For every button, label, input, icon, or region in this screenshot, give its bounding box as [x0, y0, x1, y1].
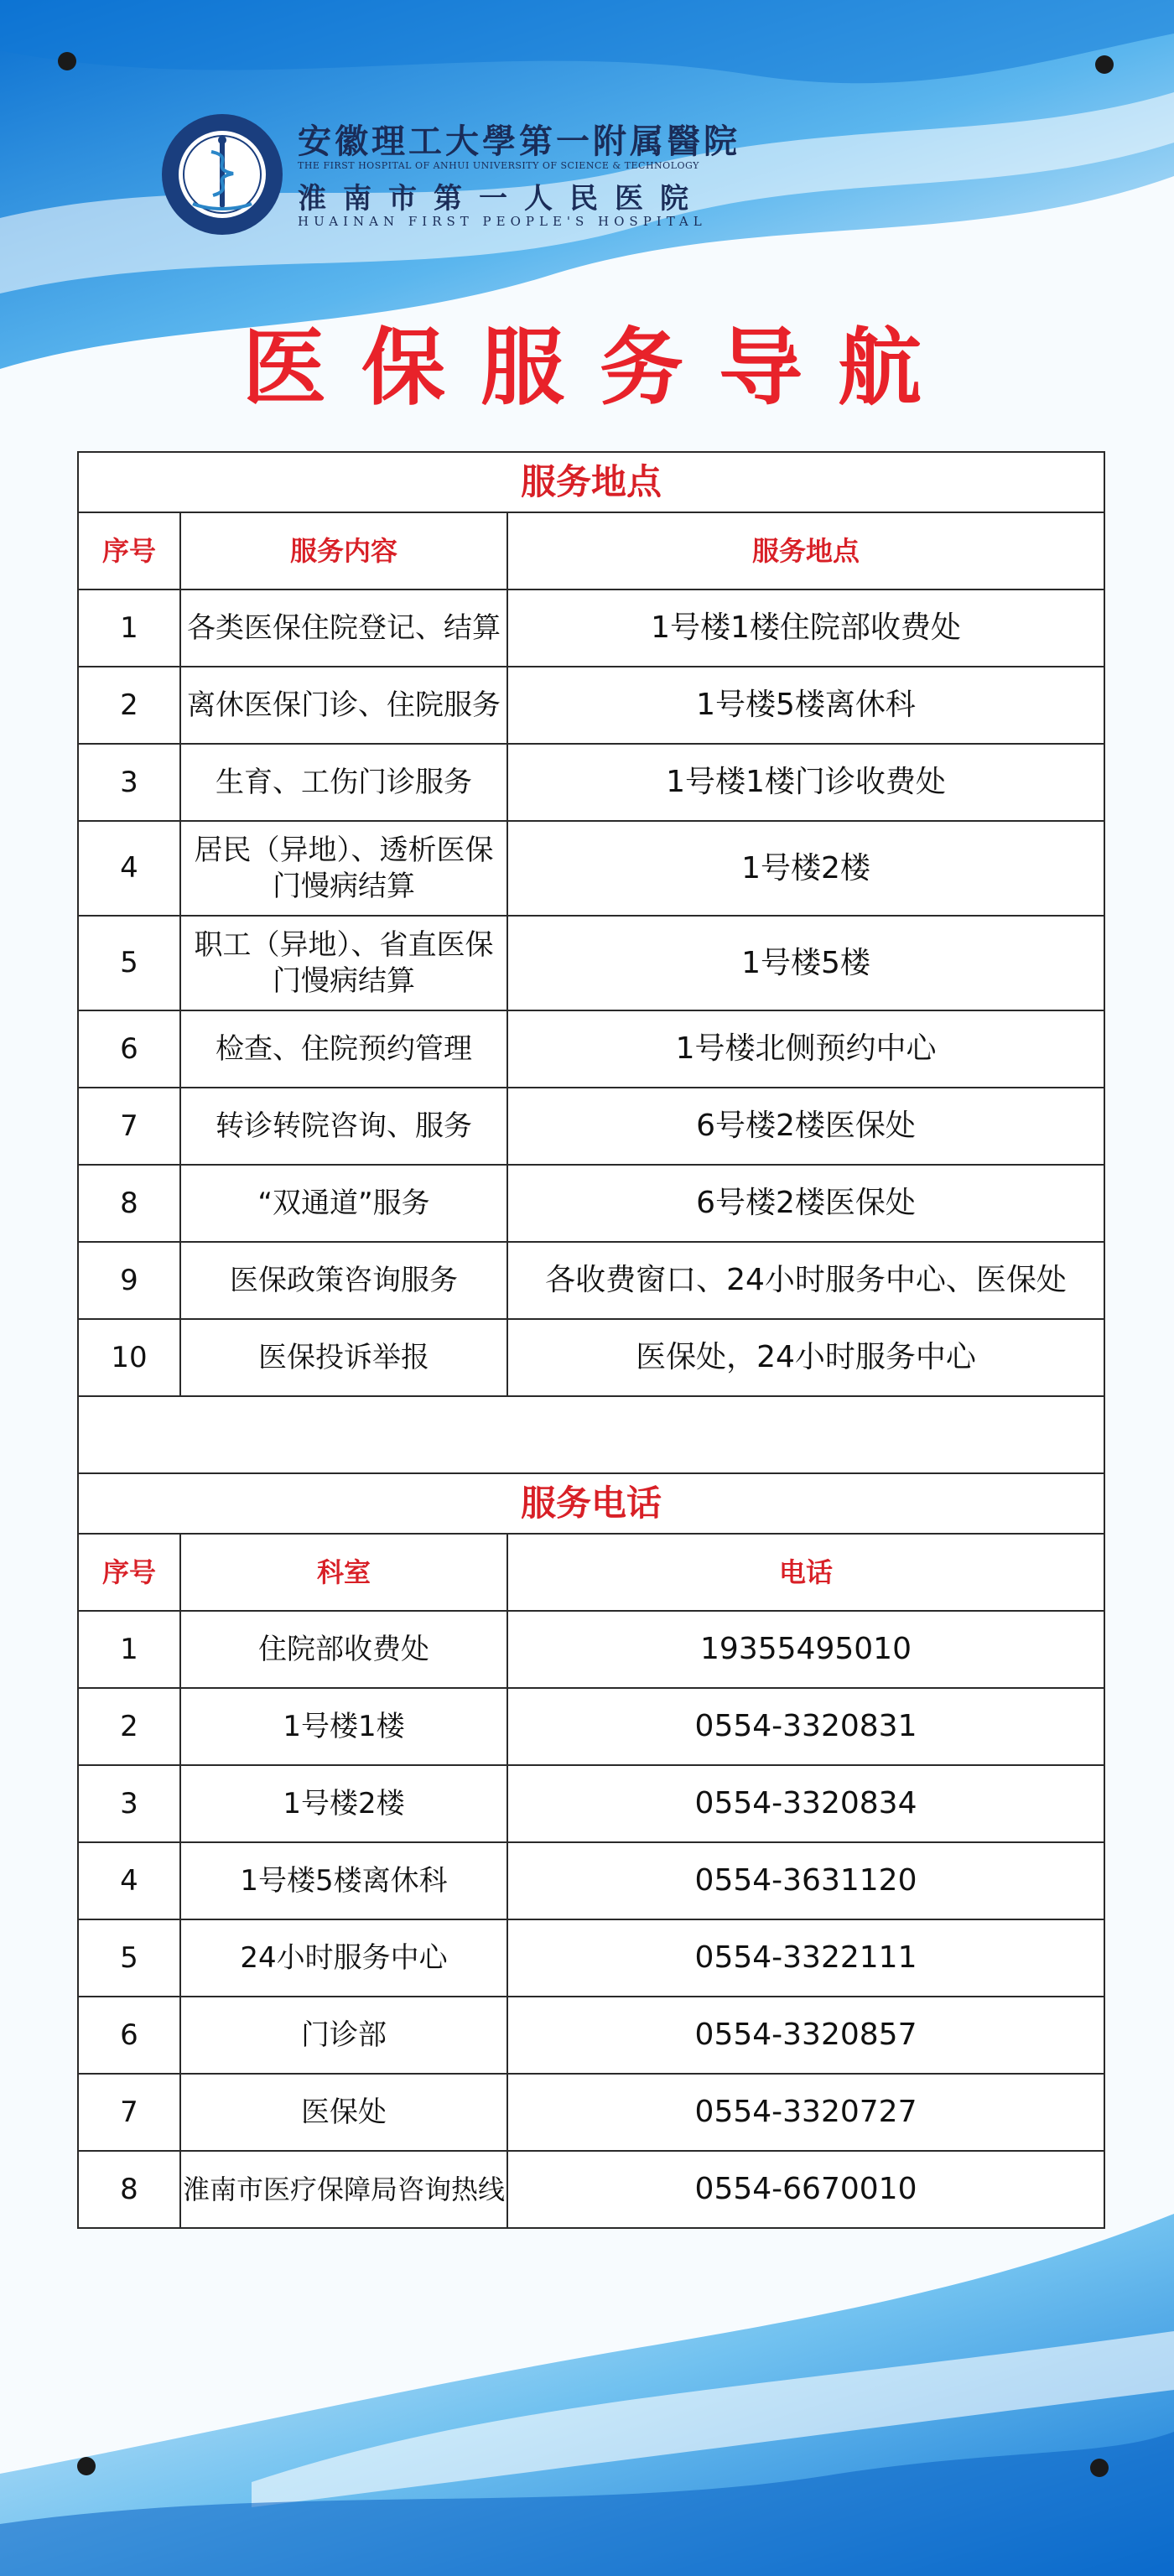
phone-number: 0554-3320831	[507, 1688, 1104, 1765]
table-row	[78, 916, 1104, 1010]
table-row	[78, 1165, 1104, 1242]
department-name: 门诊部	[180, 1997, 507, 2074]
row-number: 5	[78, 1919, 180, 1997]
row-number: 10	[78, 1319, 180, 1396]
table-row	[78, 2074, 1104, 2151]
row-number: 7	[78, 2074, 180, 2151]
service-location: 6号楼2楼医保处	[507, 1088, 1104, 1165]
phone-number: 0554-3320834	[507, 1765, 1104, 1842]
table-row	[78, 1765, 1104, 1842]
service-content: 检查、住院预约管理	[180, 1010, 507, 1088]
table-row	[78, 821, 1104, 916]
department-name: 住院部收费处	[180, 1611, 507, 1688]
column-header: 科室	[180, 1534, 507, 1611]
column-header: 序号	[78, 1534, 180, 1611]
city-hospital-name-cn: 淮南市第一人民医院	[298, 182, 705, 216]
department-name: 1号楼2楼	[180, 1765, 507, 1842]
department-name: 24小时服务中心	[180, 1919, 507, 1997]
service-location: 6号楼2楼医保处	[507, 1165, 1104, 1242]
grommet-hole	[58, 52, 76, 70]
service-location: 1号楼2楼	[507, 821, 1104, 916]
phone-number: 0554-3320727	[507, 2074, 1104, 2151]
column-header: 电话	[507, 1534, 1104, 1611]
row-number: 1	[78, 1611, 180, 1688]
service-content: 职工（异地）、省直医保门慢病结算	[180, 916, 507, 1010]
table-row	[78, 1919, 1104, 1997]
table-row	[78, 1842, 1104, 1919]
section-title-row	[78, 1473, 1104, 1534]
table-row	[78, 1688, 1104, 1765]
service-content: 医保投诉举报	[180, 1319, 507, 1396]
table-row	[78, 1010, 1104, 1088]
hospital-name-cn: 安徽理工大學第一附属醫院	[298, 122, 740, 161]
hospital-logo-icon	[159, 112, 285, 237]
service-content: 转诊转院咨询、服务	[180, 1088, 507, 1165]
column-header: 序号	[78, 512, 180, 589]
department-name: 1号楼5楼离休科	[180, 1842, 507, 1919]
row-number: 3	[78, 744, 180, 821]
table-row	[78, 1611, 1104, 1688]
service-location: 1号楼1楼门诊收费处	[507, 744, 1104, 821]
table-row	[78, 744, 1104, 821]
service-content: 生育、工伤门诊服务	[180, 744, 507, 821]
column-header: 服务地点	[507, 512, 1104, 589]
section-title-row	[78, 452, 1104, 512]
hospital-name-en: THE FIRST HOSPITAL OF ANHUI UNIVERSITY OF SCIENCE & TECHNOLOGY	[298, 160, 699, 171]
grommet-hole	[1090, 2459, 1109, 2477]
service-location: 1号楼1楼住院部收费处	[507, 589, 1104, 667]
row-number: 9	[78, 1242, 180, 1319]
department-name: 医保处	[180, 2074, 507, 2151]
phone-number: 0554-3320857	[507, 1997, 1104, 2074]
row-number: 8	[78, 2151, 180, 2228]
row-number: 2	[78, 1688, 180, 1765]
table-row	[78, 1242, 1104, 1319]
table-row	[78, 589, 1104, 667]
service-content: 各类医保住院登记、结算	[180, 589, 507, 667]
service-location: 1号楼5楼离休科	[507, 667, 1104, 744]
row-number: 8	[78, 1165, 180, 1242]
phone-number: 0554-3322111	[507, 1919, 1104, 1997]
department-name: 1号楼1楼	[180, 1688, 507, 1765]
service-location: 1号楼北侧预约中心	[507, 1010, 1104, 1088]
spacer-cell	[78, 1396, 1104, 1473]
row-number: 2	[78, 667, 180, 744]
phone-number: 0554-6670010	[507, 2151, 1104, 2228]
service-navigation-table	[77, 451, 1104, 2229]
service-location: 医保处，24小时服务中心	[507, 1319, 1104, 1396]
table-row	[78, 1088, 1104, 1165]
row-number: 4	[78, 1842, 180, 1919]
row-number: 6	[78, 1997, 180, 2074]
table-header-row	[78, 512, 1104, 589]
table-row	[78, 667, 1104, 744]
service-location: 1号楼5楼	[507, 916, 1104, 1010]
department-name: 淮南市医疗保障局咨询热线	[180, 2151, 507, 2228]
page-title: 医保服务导航	[242, 318, 957, 417]
service-content: 居民（异地）、透析医保门慢病结算	[180, 821, 507, 916]
table-row	[78, 1997, 1104, 2074]
service-content: “双通道”服务	[180, 1165, 507, 1242]
hospital-header	[159, 105, 797, 239]
city-hospital-name-en: HUAINAN FIRST PEOPLE'S HOSPITAL	[298, 214, 707, 229]
service-content: 离休医保门诊、住院服务	[180, 667, 507, 744]
grommet-hole	[1095, 55, 1114, 74]
table-row	[78, 1319, 1104, 1396]
phone-number: 0554-3631120	[507, 1842, 1104, 1919]
row-number: 1	[78, 589, 180, 667]
spacer-row	[78, 1396, 1104, 1473]
row-number: 3	[78, 1765, 180, 1842]
grommet-hole	[77, 2457, 96, 2475]
column-header: 服务内容	[180, 512, 507, 589]
section-title-phones: 服务电话	[78, 1473, 1104, 1534]
row-number: 5	[78, 916, 180, 1010]
row-number: 7	[78, 1088, 180, 1165]
table-header-row	[78, 1534, 1104, 1611]
phone-number: 19355495010	[507, 1611, 1104, 1688]
table-row	[78, 2151, 1104, 2228]
section-title-locations: 服务地点	[78, 452, 1104, 512]
service-location: 各收费窗口、24小时服务中心、医保处	[507, 1242, 1104, 1319]
service-content: 医保政策咨询服务	[180, 1242, 507, 1319]
row-number: 4	[78, 821, 180, 916]
row-number: 6	[78, 1010, 180, 1088]
